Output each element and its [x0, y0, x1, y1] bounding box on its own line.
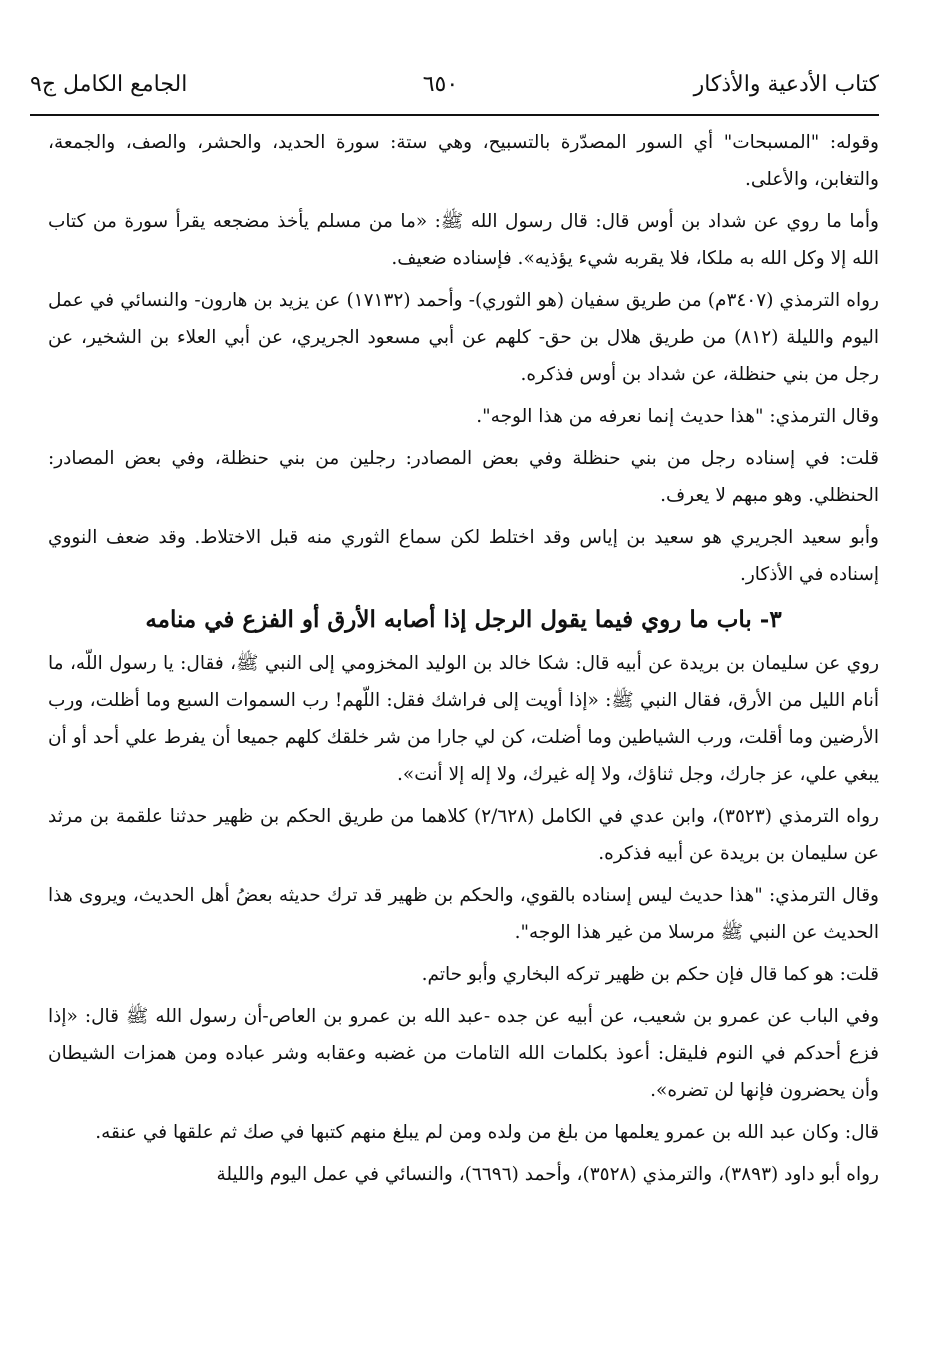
page-body: [48, 124, 879, 1198]
paragraph: روي عن سليمان بن بريدة عن أبيه قال: شكا خالد بن الوليد المخزومي إلى النبي ﷺ، فقال: يا رسول اللّه، ما أنام الليل من الأرق، فقال النبي ﷺ: «إذا أويت إلى فراشك فقل: اللّهم! رب السموات السبع وما أظلت، ورب الأرضين وما أقلت، ورب الشياطين وما أضلت، كن لي جارا من شر خلقك كلهم جميعا أن يفرط علي أحد أو أن يبغي علي، عز جارك، وجل ثناؤك، ولا إله غيرك، ولا إله إلا أنت».: [48, 653, 879, 785]
paragraph: وقال الترمذي: "هذا حديث إنما نعرفه من هذا الوجه".: [476, 406, 879, 427]
volume-label: الجامع الكامل ج٩: [30, 71, 188, 97]
paragraph: وأبو سعيد الجريري هو سعيد بن إياس وقد اختلط لكن سماع الثوري منه قبل الاختلاط. وقد ضعف النووي إسناده في الأذكار.: [48, 527, 879, 585]
book-title: كتاب الأدعية والأذكار: [693, 71, 879, 97]
paragraph: وفي الباب عن عمرو بن شعيب، عن أبيه عن جده -عبد الله بن عمرو بن العاص-أن رسول الله ﷺ قال: «إذا فزع أحدكم في النوم فليقل: أعوذ بكلمات الله التامات من غضبه وعقابه وشر عباده ومن همزات الشيطان وأن يحضرون فإنها لن تضره».: [48, 1006, 879, 1101]
paragraph: قلت: هو كما قال فإن حكم بن ظهير تركه البخاري وأبو حاتم.: [421, 964, 879, 985]
paragraph: وقوله: "المسبحات" أي السور المصدّرة بالتسبيح، وهي ستة: سورة الحديد، والحشر، والصف، والجمعة، والتغابن، والأعلى.: [48, 132, 879, 190]
paragraph: رواه أبو داود (٣٨٩٣)، والترمذي (٣٥٢٨)، وأحمد (٦٦٩٦)، والنسائي في عمل اليوم والليلة: [216, 1164, 879, 1185]
page-number: ٦٥٠: [422, 71, 459, 97]
paragraph: قال: وكان عبد الله بن عمرو يعلمها من بلغ من ولده ومن لم يبلغ منهم كتبها في صك ثم علقها في عنقه.: [95, 1122, 879, 1143]
paragraph: قلت: في إسناده رجل من بني حنظلة وفي بعض المصادر: رجلين من بني حنظلة، وفي بعض المصادر: الحنظلي. وهو مبهم لا يعرف.: [48, 448, 879, 506]
page-header: [30, 62, 879, 106]
header-divider: [30, 114, 879, 116]
paragraph: رواه الترمذي (٣٥٢٣)، وابن عدي في الكامل (٢/٦٢٨) كلاهما من طريق الحكم بن ظهير حدثنا علقمة بن مرثد عن سليمان بن بريدة عن أبيه فذكره.: [48, 806, 879, 864]
paragraph: رواه الترمذي (٣٤٠٧م) من طريق سفيان (هو الثوري)- وأحمد (١٧١٣٢) عن يزيد بن هارون- والنسائي في عمل اليوم والليلة (٨١٢) من طريق هلال بن حق- كلهم عن أبي مسعود الجريري، عن أبي العلاء بن الشخير، عن رجل من بني حنظلة، عن شداد بن أوس فذكره.: [48, 290, 880, 385]
section-heading: ٣- باب ما روي فيما يقول الرجل إذا أصابه الأرق أو الفزع في منامه: [145, 606, 782, 633]
paragraph: وقال الترمذي: "هذا حديث ليس إسناده بالقوي، والحكم بن ظهير قد ترك حديثه بعضُ أهل الحديث، ويروى هذا الحديث عن النبي ﷺ مرسلا من غير هذا الوجه".: [48, 885, 879, 943]
paragraph: وأما ما روي عن شداد بن أوس قال: قال رسول الله ﷺ: «ما من مسلم يأخذ مضجعه يقرأ سورة من كتاب الله إلا وكل الله به ملكا، فلا يقربه شيء يؤذيه». فإسناده ضعيف.: [48, 211, 879, 269]
